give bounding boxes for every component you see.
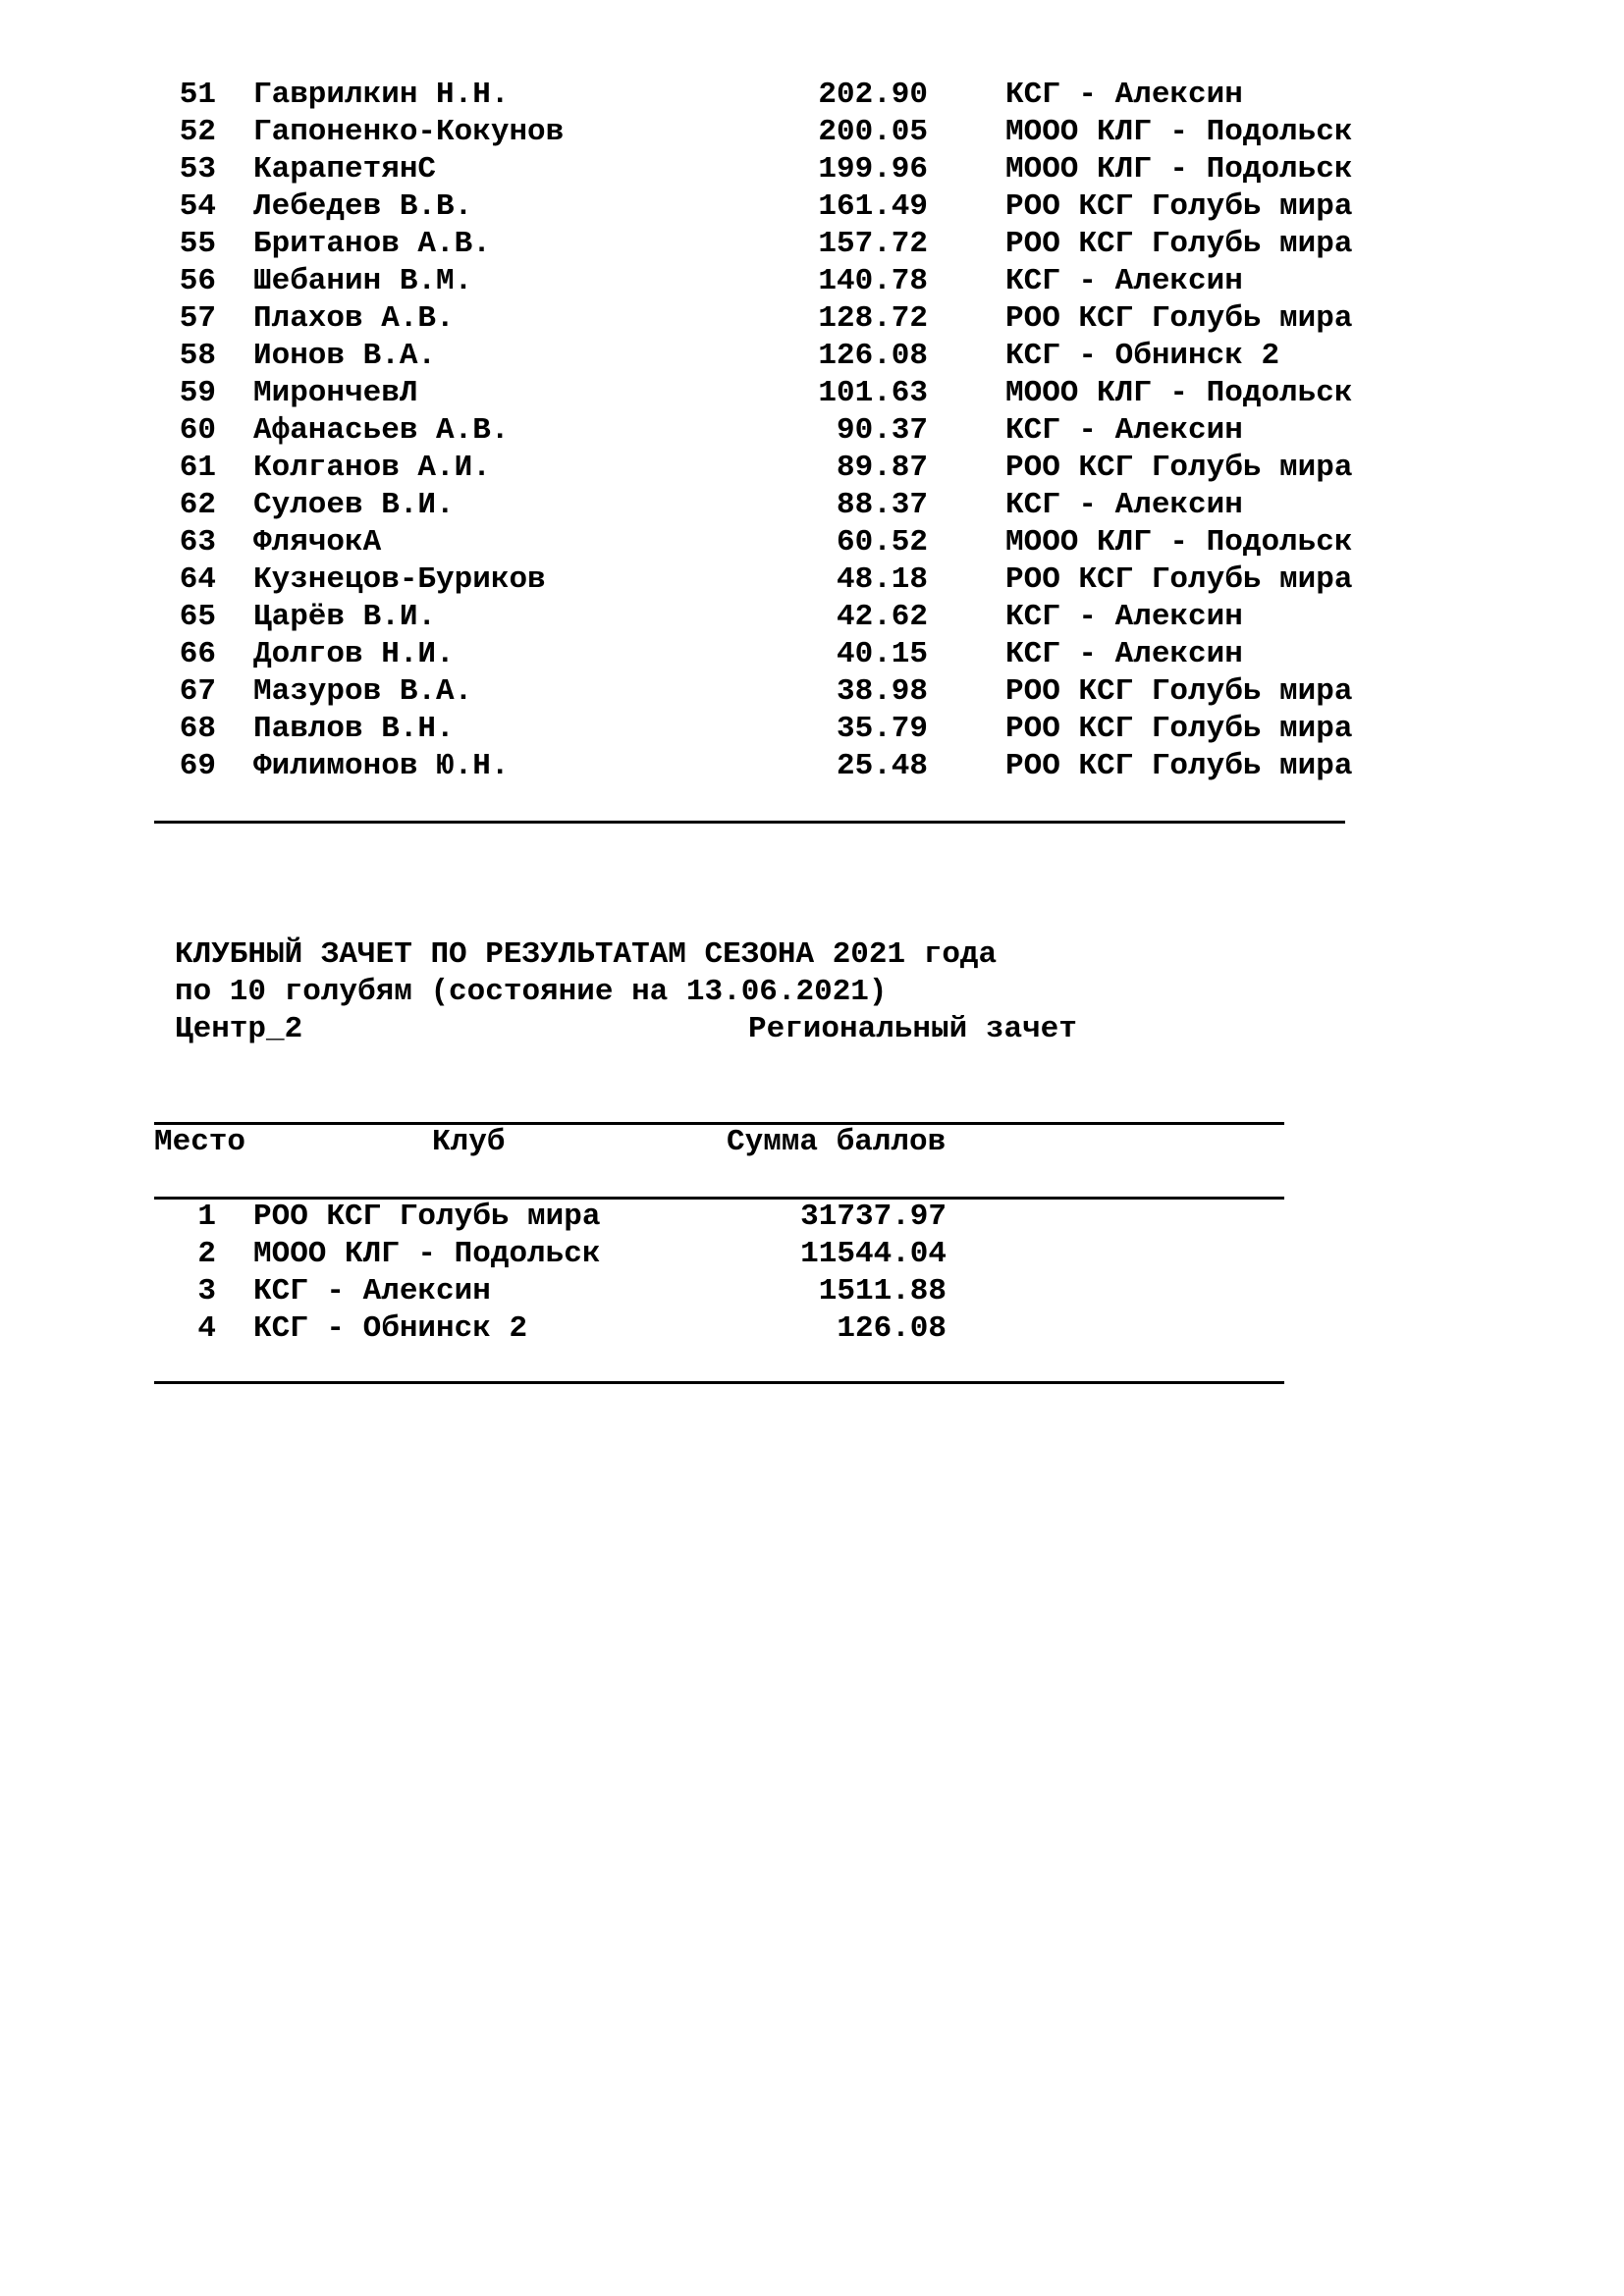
standings-club: РОО КСГ Голубь мира xyxy=(253,1200,601,1234)
pilot-score: 42.62 xyxy=(836,600,928,634)
pilot-place: 62 xyxy=(179,488,216,522)
pilot-name: Царёв В.И. xyxy=(253,600,437,634)
pilot-name: Плахов А.В. xyxy=(253,301,455,336)
pilot-name: Павлов В.Н. xyxy=(253,712,455,746)
pilot-name: КарапетянС xyxy=(253,152,437,187)
pilot-place: 60 xyxy=(179,413,216,448)
pilot-club: КСГ - Обнинск 2 xyxy=(1005,339,1280,373)
header-club: Клуб xyxy=(432,1125,506,1159)
pilot-score: 25.48 xyxy=(836,749,928,783)
standings-place: 1 xyxy=(197,1200,216,1234)
pilot-club: РОО КСГ Голубь мира xyxy=(1005,227,1353,261)
pilot-place: 57 xyxy=(179,301,216,336)
pilot-place: 68 xyxy=(179,712,216,746)
standings-place: 3 xyxy=(197,1274,216,1308)
standings-total: 1511.88 xyxy=(818,1274,947,1308)
pilot-club: МООО КЛГ - Подольск xyxy=(1005,115,1353,149)
standings-place: 2 xyxy=(197,1237,216,1271)
pilot-score: 88.37 xyxy=(836,488,928,522)
pilot-score: 200.05 xyxy=(818,115,928,149)
pilot-score: 199.96 xyxy=(818,152,928,187)
pilot-score: 35.79 xyxy=(836,712,928,746)
pilot-place: 55 xyxy=(179,227,216,261)
standings-total: 126.08 xyxy=(837,1311,947,1346)
pilot-name: МирончевЛ xyxy=(253,376,418,410)
pilot-place: 51 xyxy=(179,78,216,112)
pilot-score: 40.15 xyxy=(836,637,928,671)
pilot-score: 38.98 xyxy=(836,674,928,709)
pilot-score: 90.37 xyxy=(836,413,928,448)
club-standings-subtitle: по 10 голубям (состояние на 13.06.2021) xyxy=(175,975,888,1009)
pilot-club: РОО КСГ Голубь мира xyxy=(1005,301,1353,336)
standings-header-top-rule xyxy=(154,1122,1284,1125)
pilot-name: Мазуров В.А. xyxy=(253,674,473,709)
pilot-club: РОО КСГ Голубь мира xyxy=(1005,674,1353,709)
pilot-club: МООО КЛГ - Подольск xyxy=(1005,525,1353,560)
pilot-name: Кузнецов-Буриков xyxy=(253,562,546,597)
pilot-club: РОО КСГ Голубь мира xyxy=(1005,189,1353,224)
pilot-name: Долгов Н.И. xyxy=(253,637,455,671)
standings-place: 4 xyxy=(197,1311,216,1346)
pilot-club: РОО КСГ Голубь мира xyxy=(1005,562,1353,597)
pilot-place: 67 xyxy=(179,674,216,709)
standings-club: КСГ - Алексин xyxy=(253,1274,491,1308)
standings-bottom-rule xyxy=(154,1381,1284,1384)
pilot-place: 65 xyxy=(179,600,216,634)
pilot-club: КСГ - Алексин xyxy=(1005,600,1243,634)
pilot-name: Сулоев В.И. xyxy=(253,488,455,522)
header-total: Сумма баллов xyxy=(727,1125,947,1159)
pilot-place: 59 xyxy=(179,376,216,410)
zone-label: Центр_2 xyxy=(175,1012,303,1046)
club-standings-title: КЛУБНЫЙ ЗАЧЕТ ПО РЕЗУЛЬТАТАМ СЕЗОНА 2021 года xyxy=(175,937,998,972)
pilot-club: КСГ - Алексин xyxy=(1005,413,1243,448)
pilot-club: КСГ - Алексин xyxy=(1005,264,1243,298)
pilot-club: КСГ - Алексин xyxy=(1005,488,1243,522)
pilot-club: МООО КЛГ - Подольск xyxy=(1005,152,1353,187)
pilot-name: Афанасьев А.В. xyxy=(253,413,510,448)
pilot-club: РОО КСГ Голубь мира xyxy=(1005,712,1353,746)
pilot-place: 52 xyxy=(179,115,216,149)
pilot-club: КСГ - Алексин xyxy=(1005,637,1243,671)
pilot-score: 48.18 xyxy=(836,562,928,597)
pilot-score: 128.72 xyxy=(818,301,928,336)
pilot-score: 101.63 xyxy=(818,376,928,410)
pilot-score: 202.90 xyxy=(818,78,928,112)
pilot-place: 63 xyxy=(179,525,216,560)
pilot-place: 69 xyxy=(179,749,216,783)
standings-club: МООО КЛГ - Подольск xyxy=(253,1237,601,1271)
header-place: Место xyxy=(154,1125,246,1159)
pilot-place: 56 xyxy=(179,264,216,298)
pilot-score: 60.52 xyxy=(836,525,928,560)
pilot-place: 61 xyxy=(179,451,216,485)
pilot-place: 54 xyxy=(179,189,216,224)
pilot-club: РОО КСГ Голубь мира xyxy=(1005,451,1353,485)
pilot-name: Филимонов Ю.Н. xyxy=(253,749,510,783)
pilot-place: 53 xyxy=(179,152,216,187)
category-label: Региональный зачет xyxy=(748,1012,1077,1046)
standings-total: 31737.97 xyxy=(800,1200,947,1234)
pilot-score: 89.87 xyxy=(836,451,928,485)
pilot-name: Шебанин В.М. xyxy=(253,264,473,298)
pilot-score: 157.72 xyxy=(818,227,928,261)
pilot-score: 140.78 xyxy=(818,264,928,298)
pilot-name: Ионов В.А. xyxy=(253,339,437,373)
pilot-club: РОО КСГ Голубь мира xyxy=(1005,749,1353,783)
pilot-place: 58 xyxy=(179,339,216,373)
pilot-name: Колганов А.И. xyxy=(253,451,491,485)
pilot-name: Британов А.В. xyxy=(253,227,491,261)
standings-total: 11544.04 xyxy=(800,1237,947,1271)
pilot-score: 161.49 xyxy=(818,189,928,224)
pilot-place: 66 xyxy=(179,637,216,671)
pilot-name: Гапоненко-Кокунов xyxy=(253,115,565,149)
pilot-list-bottom-rule xyxy=(154,821,1345,824)
standings-club: КСГ - Обнинск 2 xyxy=(253,1311,528,1346)
pilot-name: Гаврилкин Н.Н. xyxy=(253,78,510,112)
pilot-club: МООО КЛГ - Подольск xyxy=(1005,376,1353,410)
pilot-score: 126.08 xyxy=(818,339,928,373)
pilot-place: 64 xyxy=(179,562,216,597)
pilot-club: КСГ - Алексин xyxy=(1005,78,1243,112)
pilot-name: ФлячокА xyxy=(253,525,382,560)
pilot-name: Лебедев В.В. xyxy=(253,189,473,224)
